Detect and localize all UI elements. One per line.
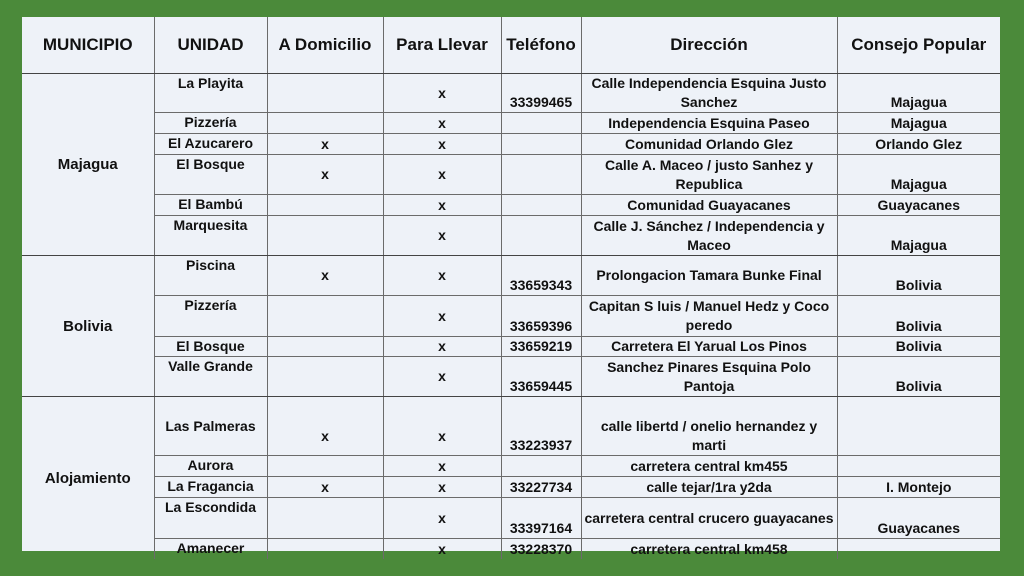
table-row [22,357,1000,397]
llevar-mark: x [383,216,501,256]
unidad-cell: La Fragancia [154,477,267,498]
llevar-mark: x [383,337,501,357]
direccion-cell: calle tejar/1ra y2da [581,477,837,498]
telefono-cell: 33397164 [501,498,581,539]
consejo-cell: Majagua [837,74,1000,113]
direccion-cell: Sanchez Pinares Esquina Polo Pantoja [581,357,837,397]
consejo-cell: Guayacanes [837,498,1000,539]
domicilio-mark [267,113,383,134]
table-row [22,456,1000,477]
consejo-cell: Bolivia [837,296,1000,337]
domicilio-mark [267,195,383,216]
direccion-cell: Comunidad Orlando Glez [581,134,837,155]
telefono-cell: 33659219 [501,337,581,357]
unidad-cell: Valle Grande [154,357,267,397]
consejo-cell: Guayacanes [837,195,1000,216]
table-row [22,134,1000,155]
header-row [22,17,1000,74]
domicilio-mark: x [267,155,383,195]
domicilio-mark [267,74,383,113]
llevar-mark: x [383,155,501,195]
consejo-cell [837,417,1000,456]
unidad-cell: Aurora [154,456,267,477]
empty-cell [383,397,501,418]
consejo-cell: Orlando Glez [837,134,1000,155]
consejo-cell: Majagua [837,113,1000,134]
table-row [22,155,1000,195]
consejo-cell: Bolivia [837,337,1000,357]
direccion-cell: Calle A. Maceo / justo Sanhez y Republica [581,155,837,195]
domicilio-mark [267,337,383,357]
consejo-cell: Majagua [837,216,1000,256]
telefono-cell [501,113,581,134]
direccion-cell: Prolongacion Tamara Bunke Final [581,256,837,296]
telefono-cell [501,456,581,477]
llevar-mark: x [383,296,501,337]
direccion-cell: Calle J. Sánchez / Independencia y Maceo [581,216,837,256]
llevar-mark: x [383,113,501,134]
header-municipio: MUNICIPIO [22,17,154,74]
header-consejo-popular: Consejo Popular [837,17,1000,74]
telefono-cell [501,134,581,155]
municipio-cell: Majagua [22,74,154,256]
llevar-mark: x [383,477,501,498]
table-body [22,74,1000,560]
direccion-cell: carretera central crucero guayacanes [581,498,837,539]
llevar-mark: x [383,195,501,216]
consejo-cell: Majagua [837,155,1000,195]
unidad-cell: Pizzería [154,296,267,337]
domicilio-mark: x [267,477,383,498]
header-unidad: UNIDAD [154,17,267,74]
empty-cell [501,397,581,418]
direccion-cell: carretera central km455 [581,456,837,477]
unidad-cell: Piscina [154,256,267,296]
table-row [22,417,1000,456]
llevar-mark: x [383,256,501,296]
telefono-cell: 33228370 [501,539,581,560]
consejo-cell [837,456,1000,477]
llevar-mark: x [383,417,501,456]
table-row [22,74,1000,113]
table-row [22,113,1000,134]
header-telefono: Teléfono [501,17,581,74]
table-row [22,256,1000,296]
municipio-cell: Alojamiento [22,397,154,560]
direccion-cell: carretera central km458 [581,539,837,560]
domicilio-mark: x [267,134,383,155]
consejo-cell: I. Montejo [837,477,1000,498]
direccion-cell: Carretera El Yarual Los Pinos [581,337,837,357]
municipio-cell: Bolivia [22,256,154,397]
direccion-cell: Independencia Esquina Paseo [581,113,837,134]
empty-cell [154,397,267,418]
empty-cell [267,397,383,418]
telefono-cell: 33227734 [501,477,581,498]
domicilio-mark [267,498,383,539]
unidad-cell: El Azucarero [154,134,267,155]
table-row [22,539,1000,560]
table-row [22,216,1000,256]
unidad-cell: La Playita [154,74,267,113]
empty-cell [581,397,837,418]
unidad-cell: Pizzería [154,113,267,134]
telefono-cell [501,155,581,195]
domicilio-mark [267,296,383,337]
telefono-cell: 33659343 [501,256,581,296]
spacer-row [22,397,1000,418]
direccion-cell: calle libertd / onelio hernandez y marti [581,417,837,456]
domicilio-mark [267,216,383,256]
header-direccion: Dirección [581,17,837,74]
header-para-llevar: Para Llevar [383,17,501,74]
header-a-domicilio: A Domicilio [267,17,383,74]
domicilio-mark: x [267,256,383,296]
table-row [22,195,1000,216]
consejo-cell: Bolivia [837,357,1000,397]
llevar-mark: x [383,456,501,477]
spreadsheet-table [22,17,1000,557]
telefono-cell [501,195,581,216]
unidad-cell: La Escondida [154,498,267,539]
empty-cell [837,397,1000,418]
unidad-cell: Amanecer [154,539,267,560]
telefono-cell: 33399465 [501,74,581,113]
llevar-mark: x [383,357,501,397]
llevar-mark: x [383,74,501,113]
unidad-cell: Marquesita [154,216,267,256]
consejo-cell: Bolivia [837,256,1000,296]
llevar-mark: x [383,134,501,155]
domicilio-mark [267,357,383,397]
llevar-mark: x [383,539,501,560]
domicilio-mark [267,539,383,560]
unidad-cell: El Bambú [154,195,267,216]
unidad-cell: El Bosque [154,155,267,195]
direccion-cell: Calle Independencia Esquina Justo Sanchez [581,74,837,113]
table-row [22,296,1000,337]
table-row [22,477,1000,498]
table-row [22,498,1000,539]
telefono-cell: 33659396 [501,296,581,337]
telefono-cell: 33223937 [501,417,581,456]
unidad-cell: El Bosque [154,337,267,357]
direccion-cell: Comunidad Guayacanes [581,195,837,216]
telefono-cell: 33659445 [501,357,581,397]
direccion-cell: Capitan S luis / Manuel Hedz y Coco peredo [581,296,837,337]
domicilio-mark: x [267,417,383,456]
telefono-cell [501,216,581,256]
llevar-mark: x [383,498,501,539]
table-row [22,337,1000,357]
domicilio-mark [267,456,383,477]
consejo-cell [837,539,1000,560]
unidad-cell: Las Palmeras [154,417,267,456]
units-table [22,17,1000,559]
